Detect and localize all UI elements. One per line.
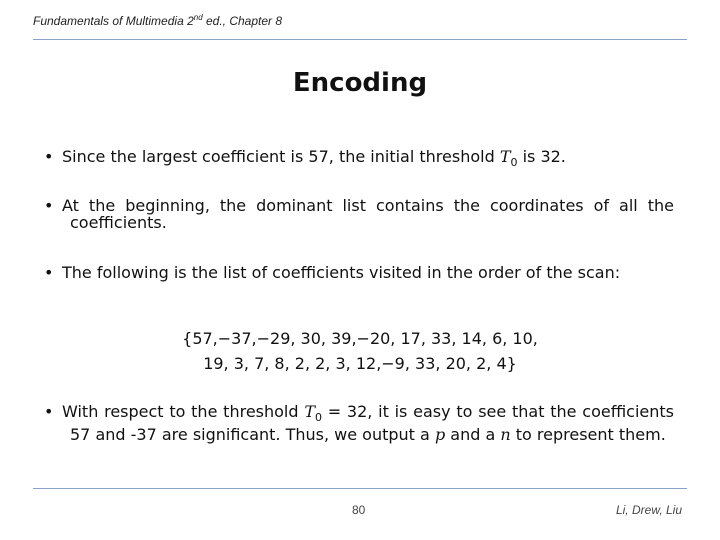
bullet-dot: • xyxy=(44,263,54,282)
coefficient-sequence-line-2: 19, 3, 7, 8, 2, 2, 3, 12,−9, 33, 20, 2, 4} xyxy=(203,354,517,373)
threshold-letter: T xyxy=(304,402,315,421)
page-number: 80 xyxy=(352,503,366,517)
bullet-text: At the beginning, the dominant list contains the coordinates of all the coefficients. xyxy=(62,196,674,232)
symbol-n: n xyxy=(500,425,511,445)
bullet-text-end: to represent them. xyxy=(510,425,666,445)
header-superscript: nd xyxy=(193,13,203,22)
threshold-subscript: 0 xyxy=(314,411,322,425)
threshold-symbol xyxy=(499,147,518,170)
bullet-dot: • xyxy=(44,402,54,421)
bullet-text: Since the largest coefficient is 57, the initial threshold xyxy=(62,147,500,166)
footer-authors: Li, Drew, Liu xyxy=(615,503,682,517)
symbol-p: p xyxy=(434,425,446,445)
bullet-text: With respect to the threshold xyxy=(62,402,305,421)
bottom-divider xyxy=(33,488,687,489)
bullet-dot: • xyxy=(44,147,54,166)
bullet-text-and: and a xyxy=(445,425,501,445)
slide-header xyxy=(33,14,282,28)
bullet-dominant-list xyxy=(44,197,674,231)
bullet-initial-threshold xyxy=(44,148,674,171)
bullet-scan-order xyxy=(44,264,674,281)
header-text-end: ed., Chapter 8 xyxy=(202,14,283,28)
threshold-letter: T xyxy=(499,147,511,166)
slide-title: Encoding xyxy=(292,68,428,98)
bullet-text: The following is the list of coefficients visited in the order of the scan: xyxy=(62,263,621,282)
bullet-significance xyxy=(44,403,674,443)
bullet-dot: • xyxy=(44,196,54,215)
bullet-text-middle: = 32, it is easy to see that the coefficients 57 and -37 are significant. Thus, we output a xyxy=(70,402,675,445)
top-divider xyxy=(33,39,687,40)
coefficient-sequence-line-1: {57,−37,−29, 30, 39,−20, 17, 33, 14, 6, 10, xyxy=(182,329,538,348)
threshold-symbol xyxy=(304,402,322,425)
threshold-subscript: 0 xyxy=(510,156,518,170)
header-text: Fundamentals of Multimedia 2 xyxy=(33,14,194,28)
bullet-text-end: is 32. xyxy=(517,147,566,166)
